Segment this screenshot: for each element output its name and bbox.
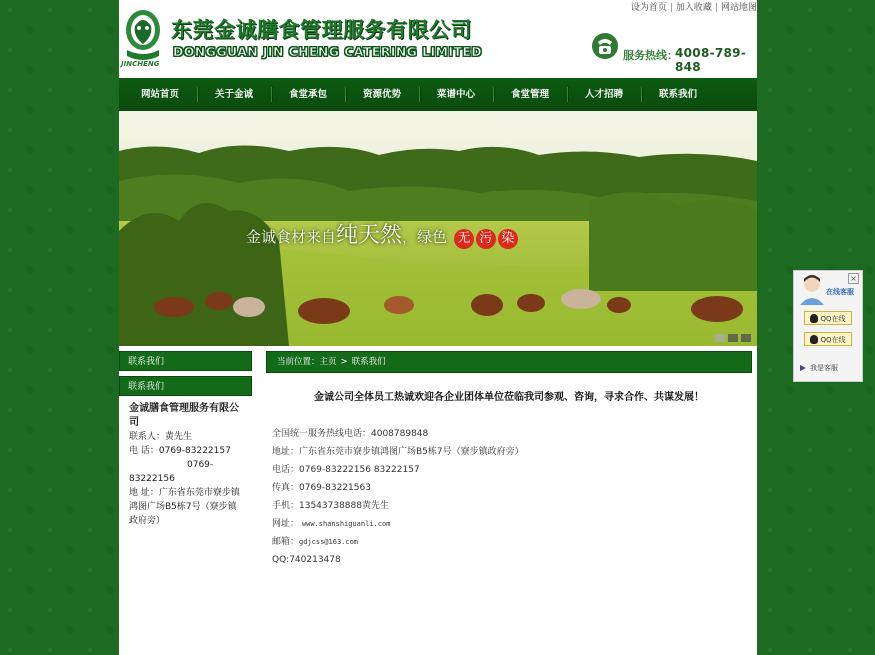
service-agent-label <box>800 363 838 373</box>
breadcrumb-arrow: > <box>340 357 348 367</box>
page-container <box>119 0 757 655</box>
welcome-message: 金诚公司全体员工热诚欢迎各企业团体单位莅临我司参观、咨询，寻求合作、共谋发展！ <box>314 392 704 403</box>
contact-hotline: 全国统一服务热线电话：4008789848 <box>272 429 429 439</box>
service-title: 在线客服 <box>826 288 854 296</box>
service-hotline <box>587 32 757 74</box>
breadcrumb-prefix: 当前位置： <box>277 357 320 367</box>
phone-icon <box>591 32 619 60</box>
qq-online-label-1: QQ在线 <box>820 315 846 323</box>
sidebar-company-name: 金诚膳食管理服务有限公司 <box>129 403 239 428</box>
nav-item-resources[interactable]: 资源优势 <box>345 78 419 111</box>
header <box>119 0 757 78</box>
nav-item-recruitment[interactable]: 人才招聘 <box>567 78 641 111</box>
nav-item-home[interactable]: 网站首页 <box>140 89 179 100</box>
banner-slideshow[interactable] <box>119 111 757 346</box>
breadcrumb-home[interactable]: 主页 <box>319 357 337 367</box>
hotline-number: 4008-789-848 <box>675 46 747 74</box>
contact-address: 地址：广东省东莞市寮步镇鸿图广场B5栋7号（寮步镇政府旁） <box>272 447 524 457</box>
logo-text: JINCHENG <box>121 60 160 68</box>
qq-penguin-icon <box>810 335 818 344</box>
banner-dot-1[interactable] <box>715 334 725 342</box>
contact-details <box>266 425 752 569</box>
qq-online-button-2[interactable] <box>804 332 852 346</box>
nav-item-canteen-management[interactable]: 食堂管理 <box>493 78 567 111</box>
sidebar-contact-info <box>119 396 254 528</box>
main-nav <box>119 78 757 112</box>
email-label: 邮箱： <box>272 537 300 547</box>
contact-mobile: 手机：13543738888黄先生 <box>272 501 389 511</box>
hotline-label: 服务热线： <box>623 49 678 62</box>
sidebar-contact-title[interactable]: 联系我们 <box>119 376 252 396</box>
sidebar-tel-line-3: 83222156 <box>129 474 175 484</box>
qq-penguin-icon <box>810 314 818 323</box>
main-content <box>266 351 752 569</box>
breadcrumb <box>266 351 752 373</box>
breadcrumb-current: 联系我们 <box>351 357 386 367</box>
nav-item-about[interactable]: 关于金诚 <box>197 78 271 111</box>
contact-qq: QQ:740213478 <box>272 555 341 565</box>
slogan-middle: ，绿色 <box>402 228 448 246</box>
qq-online-label-2: QQ在线 <box>820 336 846 344</box>
slogan-tag-2: 污 <box>476 229 496 249</box>
set-homepage-link[interactable]: 设为首页 <box>630 3 667 13</box>
nav-item-canteen-contract[interactable]: 食堂承包 <box>271 78 345 111</box>
contact-fax: 传真：0769-83221563 <box>272 483 371 493</box>
logo-icon[interactable] <box>123 6 163 68</box>
website-label: 网址： <box>272 519 300 529</box>
sidebar <box>119 351 254 528</box>
service-me-text: 我是客服 <box>810 364 838 372</box>
company-name-en: DONGGUAN JIN CHENG CATERING LIMITED <box>173 44 483 59</box>
slogan-tag-3: 染 <box>498 229 518 249</box>
customer-service-avatar-icon <box>798 273 826 305</box>
sidebar-tel-line-1: 电 话：0769-83222157 <box>129 446 231 456</box>
email-link[interactable]: gdjcss@163.com <box>299 538 359 546</box>
website-link[interactable]: www.shanshiguanli.com <box>301 520 391 528</box>
contact-phone: 电话：0769-83222156 83222157 <box>272 465 420 475</box>
banner-pager <box>715 334 751 342</box>
sidebar-contact-person: 联系人：黄先生 <box>129 432 193 442</box>
slogan-prefix: 金诚食材来自 <box>246 228 337 246</box>
online-service-panel <box>793 270 863 382</box>
contact-email <box>272 533 752 551</box>
add-favorite-link[interactable]: 加入收藏 <box>675 3 712 13</box>
banner-slogan <box>246 218 518 249</box>
sidebar-address: 地 址：广东省东莞市寮步镇鸿图广场B5栋7号（寮步镇政府旁） <box>129 488 240 526</box>
nav-item-recipes[interactable]: 菜谱中心 <box>419 78 493 111</box>
arrow-right-icon <box>800 365 806 371</box>
nav-item-contact[interactable]: 联系我们 <box>641 78 715 111</box>
slogan-tag-1: 无 <box>454 229 474 249</box>
sitemap-link[interactable]: 网站地图 <box>720 3 757 13</box>
company-name-cn: 东莞金诚膳食管理服务有限公司 <box>171 18 472 42</box>
contact-website <box>272 515 752 533</box>
qq-online-button-1[interactable] <box>804 311 852 325</box>
sidebar-tel-line-2: 0769- <box>187 460 214 470</box>
close-icon[interactable]: × <box>848 273 859 284</box>
banner-dot-2[interactable] <box>728 334 738 342</box>
slogan-highlight: 纯天然 <box>336 223 403 248</box>
sidebar-title[interactable]: 联系我们 <box>119 351 252 371</box>
banner-dot-3[interactable] <box>741 334 751 342</box>
top-links: 设为首页 | 加入收藏 | 网站地图 <box>630 3 757 13</box>
